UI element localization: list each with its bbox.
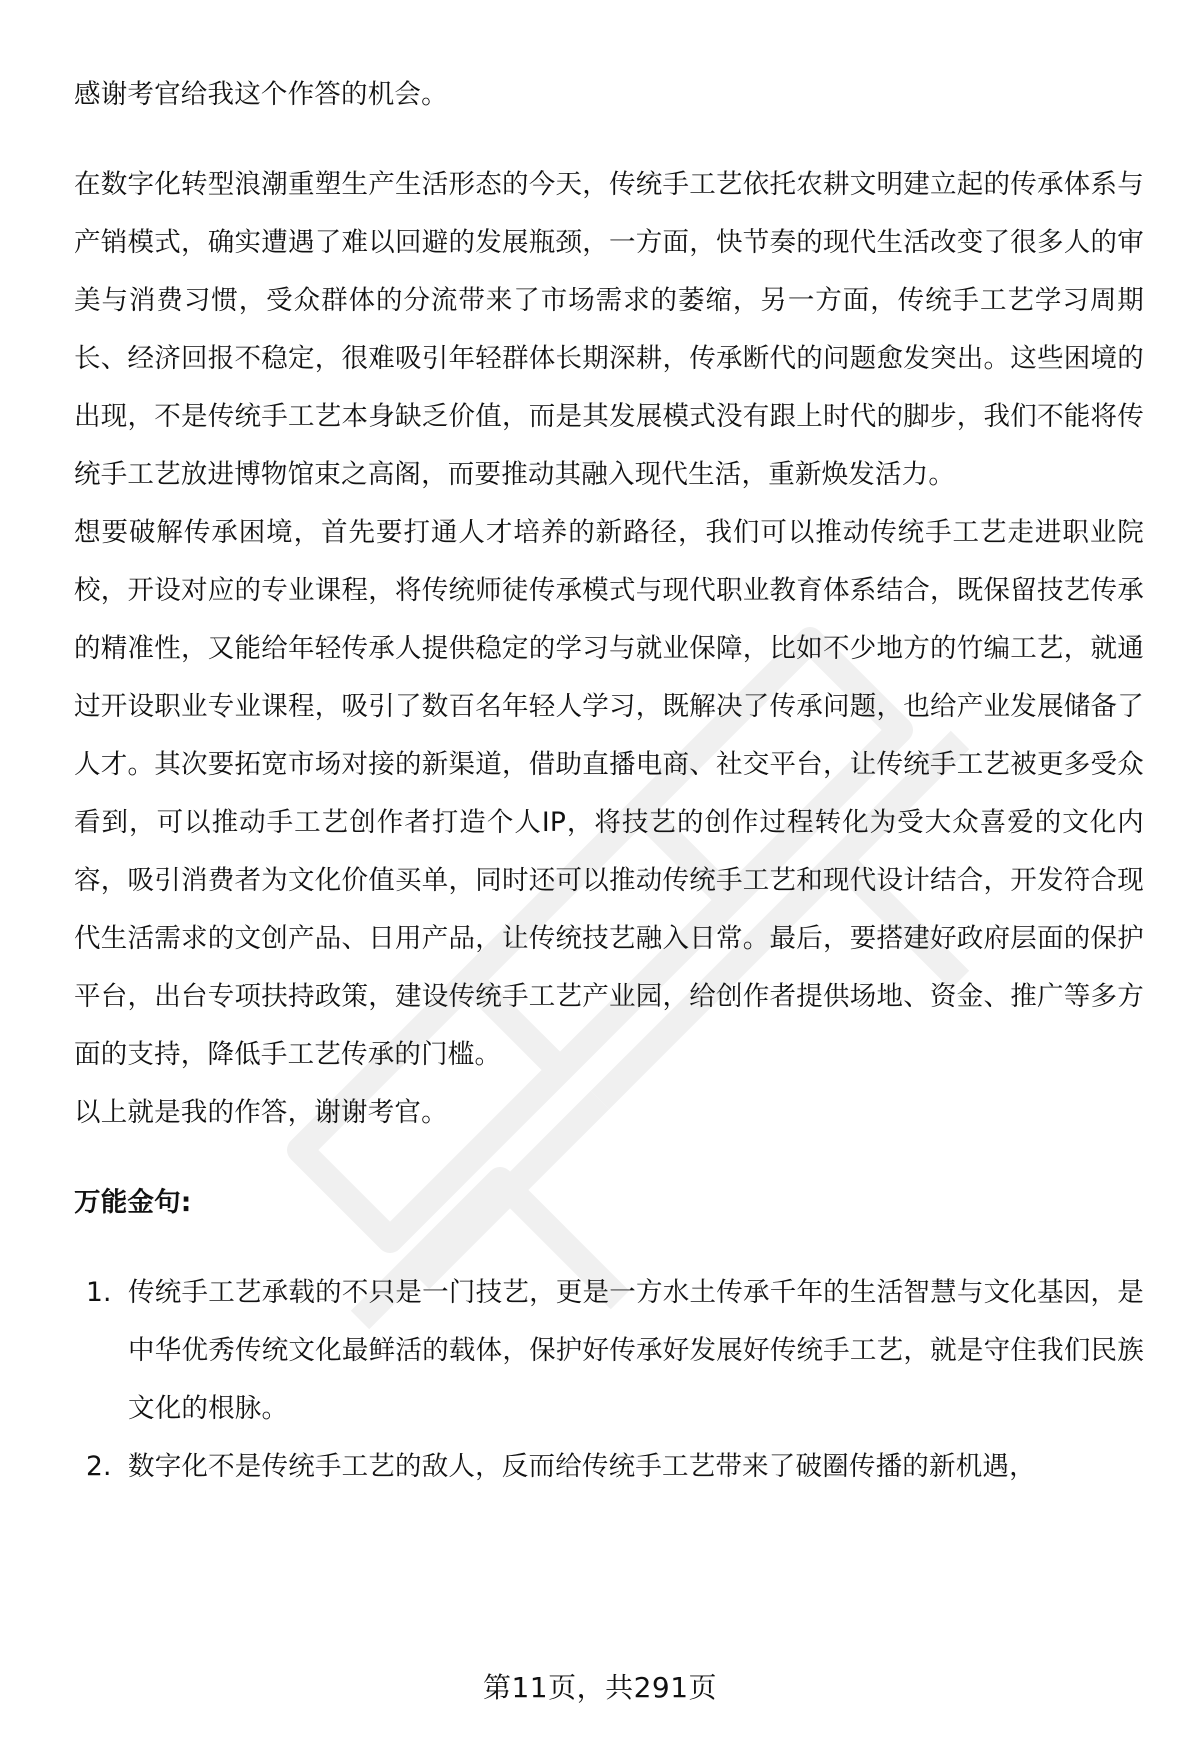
page-footer: 第11页，共291页 — [482, 1671, 718, 1704]
golden-sentences-list — [74, 1264, 1144, 1496]
list-item-text: 传统手工艺承载的不只是一门技艺，更是一方水土传承千年的生活智慧与文化基因，是中华优秀传统文化最鲜活的载体，保护好传承好发展好传统手工艺，就是守住我们民族文化的根脉。 — [128, 1277, 1144, 1424]
body-paragraph-1: 在数字化转型浪潮重塑生产生活形态的今天，传统手工艺依托农耕文明建立起的传承体系与产销模式，确实遭遇了难以回避的发展瓶颈，一方面，快节奏的现代生活改变了很多人的审美与消费习惯，受众群体的分流带来了市场需求的萎缩，另一方面，传统手工艺学习周期长、经济回报不稳定，很难吸引年轻群体长期深耕，传承断代的问题愈发突出。这些困境的出现，不是传统手工艺本身缺乏价值，而是其发展模式没有跟上时代的脚步，我们不能将传统手工艺放进博物馆束之高阁，而要推动其融入现代生活，重新焕发活力。 — [74, 169, 1144, 490]
document-body — [74, 66, 1144, 1496]
list-item-text: 数字化不是传统手工艺的敌人，反而给传统手工艺带来了破圈传播的新机遇， — [128, 1451, 1036, 1482]
closing-paragraph: 以上就是我的作答，谢谢考官。 — [74, 1097, 448, 1128]
list-item — [74, 1264, 1144, 1438]
intro-paragraph: 感谢考官给我这个作答的机会。 — [74, 79, 448, 110]
list-item-number: 1. — [86, 1277, 112, 1308]
body-paragraph-2: 想要破解传承困境，首先要打通人才培养的新路径，我们可以推动传统手工艺走进职业院校，开设对应的专业课程，将传统师徒传承模式与现代职业教育体系结合，既保留技艺传承的精准性，又能给年轻传承人提供稳定的学习与就业保障，比如不少地方的竹编工艺，就通过开设职业专业课程，吸引了数百名年轻人学习，既解决了传承问题，也给产业发展储备了人才。其次要拓宽市场对接的新渠道，借助直播电商、社交平台，让传统手工艺被更多受众看到，可以推动手工艺创作者打造个人IP，将技艺的创作过程转化为受大众喜爱的文化内容，吸引消费者为文化价值买单，同时还可以推动传统手工艺和现代设计结合，开发符合现代生活需求的文创产品、日用产品，让传统技艺融入日常。最后，要搭建好政府层面的保护平台，出台专项扶持政策，建设传统手工艺产业园，给创作者提供场地、资金、推广等多方面的支持，降低手工艺传承的门槛。 — [74, 517, 1144, 1070]
list-item-number: 2. — [86, 1451, 112, 1482]
golden-sentences-heading: 万能金句: — [74, 1187, 192, 1218]
list-item — [74, 1438, 1144, 1496]
